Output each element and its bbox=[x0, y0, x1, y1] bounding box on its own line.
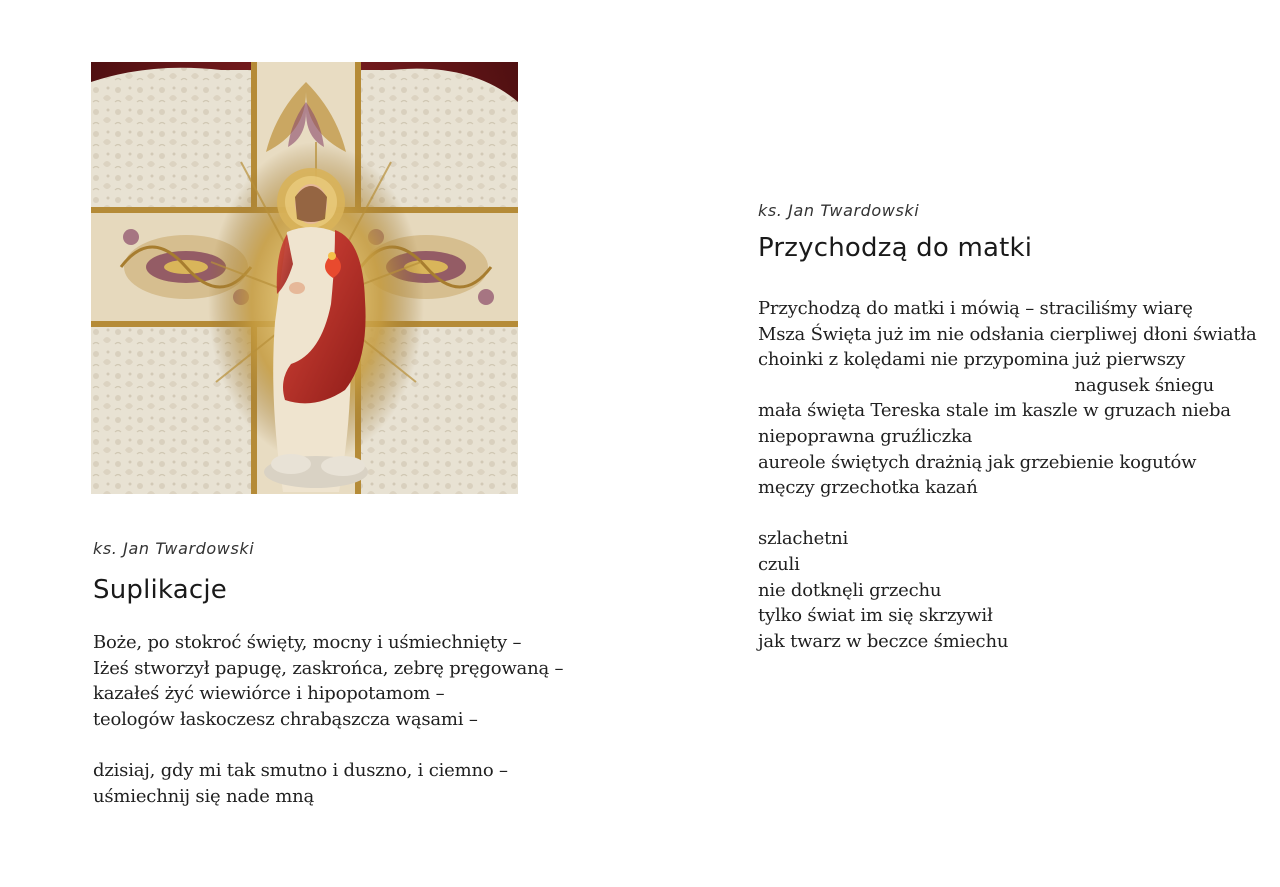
poem-line: tylko świat im się skrzywił bbox=[758, 605, 993, 627]
poem-line: nie dotknęli grzechu bbox=[758, 579, 942, 601]
poem-line: choinki z kolędami nie przypomina już pierwszy bbox=[758, 349, 1186, 371]
poem-line: męczy grzechotka kazań bbox=[758, 477, 978, 499]
poem-line: Przychodzą do matki i mówią – straciliśmy wiarę bbox=[758, 298, 1193, 319]
poem-line: jak twarz w beczce śmiechu bbox=[758, 630, 1009, 652]
poem-line: Iżeś stworzył papugę, zaskrońca, zebrę pręgowaną – bbox=[93, 657, 564, 679]
poem-title: Suplikacje bbox=[93, 575, 227, 605]
poem-suplikacje bbox=[93, 538, 564, 809]
poem-line: mała święta Tereska stale im kaszle w gruzach nieba bbox=[758, 400, 1231, 422]
poem-line: czuli bbox=[758, 553, 800, 575]
poem-line: aureole świętych drażnią jak grzebienie kogutów bbox=[758, 451, 1197, 473]
stanza bbox=[93, 630, 564, 732]
poem-line-indented: nagusek śniegu bbox=[1074, 374, 1214, 396]
poem-line: niepoprawna gruźliczka bbox=[758, 425, 973, 447]
poem-line: dzisiaj, gdy mi tak smutno i duszno, i ciemno – bbox=[93, 759, 508, 781]
poem-line: Msza Święta już im nie odsłania cierpliwej dłoni światła bbox=[758, 323, 1257, 345]
vestment-image bbox=[91, 62, 518, 494]
poem-line: szlachetni bbox=[758, 528, 849, 550]
poem-przychodza-do-matki bbox=[758, 200, 1257, 654]
poem-title: Przychodzą do matki bbox=[758, 233, 1033, 263]
stanza bbox=[758, 526, 1238, 654]
embroidered-vestment-icon bbox=[91, 62, 518, 494]
poem-author: ks. Jan Twardowski bbox=[93, 539, 255, 558]
poem-line: Boże, po stokroć święty, mocny i uśmiechnięty – bbox=[93, 632, 522, 653]
poem-author: ks. Jan Twardowski bbox=[758, 201, 920, 220]
poem-line: kazałeś żyć wiewiórce i hipopotamom – bbox=[93, 683, 445, 705]
stanza bbox=[758, 296, 1257, 501]
poem-line: teologów łaskoczesz chrabąszcza wąsami – bbox=[93, 708, 478, 730]
stanza bbox=[93, 758, 553, 809]
poem-line: uśmiechnij się nade mną bbox=[93, 785, 315, 807]
